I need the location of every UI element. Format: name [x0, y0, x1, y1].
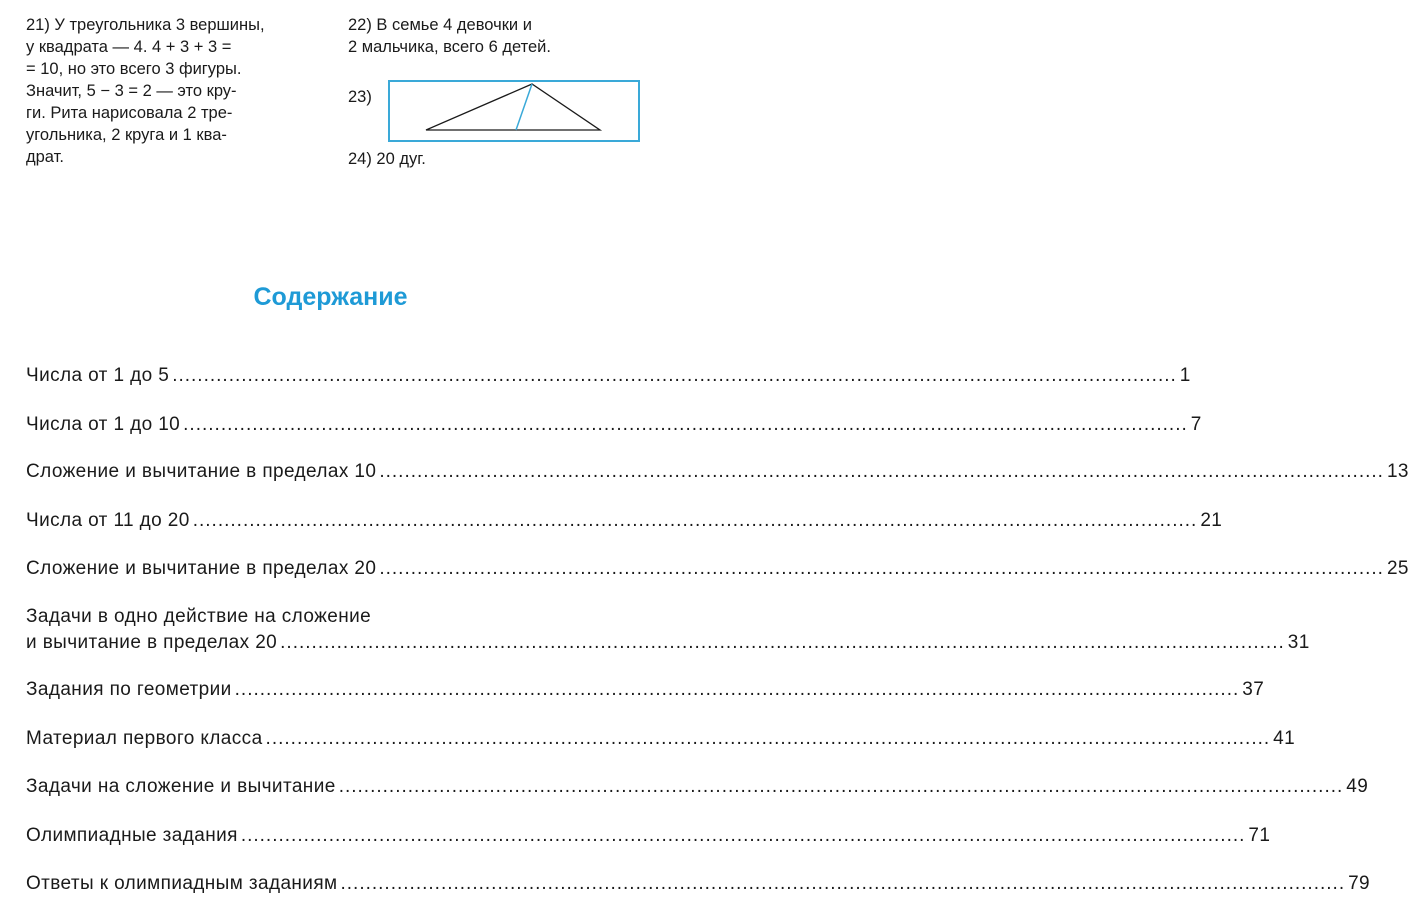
answer-line: угольника, 2 круга и 1 ква- [26, 126, 227, 144]
leader-dots: ................................................................................................................................................................ [379, 558, 1384, 579]
answers-right-column [348, 14, 640, 168]
toc-page-number: 25 [1386, 558, 1409, 579]
leader-dots: ................................................................................................................................................................ [340, 873, 1346, 894]
toc-entry-title: Числа от 1 до 5 [26, 365, 170, 386]
toc-entry-title: Задачи на сложение и вычитание [26, 776, 336, 797]
toc-entry-title: Сложение и вычитание в пределах 20 [26, 558, 377, 579]
toc-page-number: 21 [1200, 510, 1223, 531]
toc-page-number: 13 [1386, 461, 1409, 482]
toc-title: Содержание [253, 283, 408, 311]
triangle-outline [426, 84, 600, 130]
leader-dots: ................................................................................................................................................................ [172, 365, 1177, 386]
answer-line: драт. [26, 148, 64, 166]
toc-page-number: 41 [1273, 728, 1296, 749]
answer-line: ги. Рита нарисовала 2 тре- [26, 104, 233, 122]
toc-entry-title: Сложение и вычитание в пределах 10 [26, 461, 377, 482]
dividing-line [516, 84, 532, 130]
toc-entry-title-line1: Задачи в одно действие на сложение [26, 606, 372, 627]
toc-entry[interactable] [26, 461, 1409, 487]
toc-entry-title: Ответы к олимпиадным заданиям [26, 873, 338, 894]
toc-entry[interactable] [26, 825, 1271, 851]
toc-page-number: 7 [1190, 414, 1202, 435]
toc-entry[interactable] [26, 873, 1371, 899]
answer-line: 21) У треугольника 3 вершины, [26, 16, 265, 34]
toc-entry-title: Числа от 11 до 20 [26, 510, 190, 531]
toc-page-number: 79 [1348, 873, 1371, 894]
toc-entry-title: Материал первого класса [26, 728, 263, 749]
leader-dots: ................................................................................................................................................................ [192, 510, 1198, 531]
answer-22 [348, 14, 640, 58]
leader-dots: ................................................................................................................................................................ [280, 632, 1285, 653]
leader-dots: ................................................................................................................................................................ [379, 461, 1384, 482]
leader-dots: ................................................................................................................................................................ [265, 728, 1271, 749]
answer-24: 24) 20 дуг. [348, 150, 426, 168]
answer-23 [348, 80, 640, 150]
answer-line: 2 мальчика, всего 6 детей. [348, 38, 551, 56]
toc-entry[interactable] [26, 728, 1296, 754]
toc-entry[interactable] [26, 510, 1223, 536]
figure-frame [389, 81, 639, 141]
toc-entry[interactable] [26, 414, 1202, 440]
triangle-figure [388, 80, 640, 144]
answer-line: у квадрата — 4. 4 + 3 + 3 = [26, 38, 232, 56]
toc-page-number: 1 [1179, 365, 1191, 386]
toc-entry-title: Числа от 1 до 10 [26, 414, 181, 435]
toc-page-number: 71 [1248, 825, 1271, 846]
toc-entry[interactable] [26, 558, 1409, 584]
toc-entry[interactable] [26, 365, 1191, 391]
toc-page-number: 31 [1287, 632, 1310, 653]
leader-dots: ................................................................................................................................................................ [183, 414, 1188, 435]
answer-line: 22) В семье 4 девочки и [348, 16, 532, 34]
leader-dots: ................................................................................................................................................................ [234, 679, 1240, 700]
answer-line: = 10, но это всего 3 фигуры. [26, 60, 242, 78]
answer-line: Значит, 5 − 3 = 2 — это кру- [26, 82, 237, 100]
toc-entry[interactable] [26, 606, 1310, 658]
toc-page-number: 37 [1242, 679, 1265, 700]
answer-23-label: 23) [348, 88, 372, 106]
toc-entry[interactable] [26, 776, 1369, 802]
toc-entry-title: Задания по геометрии [26, 679, 232, 700]
answer-21 [26, 14, 316, 168]
toc-page-number: 49 [1346, 776, 1369, 797]
toc-entry-title: и вычитание в пределах 20 [26, 632, 278, 653]
toc-entry-title: Олимпиадные задания [26, 825, 238, 846]
leader-dots: ................................................................................................................................................................ [240, 825, 1246, 846]
leader-dots: ................................................................................................................................................................ [338, 776, 1344, 797]
toc-entry[interactable] [26, 679, 1265, 705]
